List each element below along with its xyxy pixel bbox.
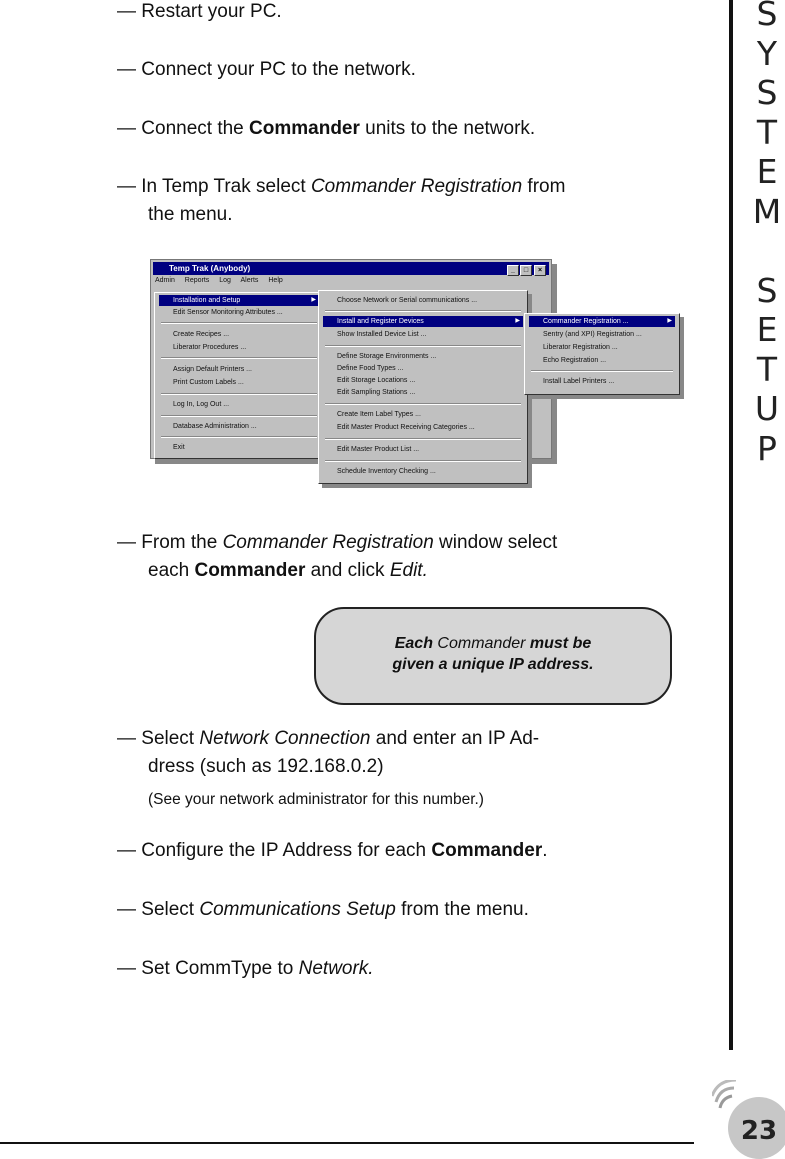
network-admin-note: (See your network administrator for this number.) [148,791,484,808]
register-submenu [524,313,680,395]
menu-item-installation-setup[interactable]: Installation and Setup ▶ [159,295,319,306]
step-configure-ip: — Configure the IP Address for each Commander. [117,840,548,861]
page-number-badge [728,1097,785,1159]
menu-item-storage-locations[interactable]: Edit Storage Locations ... [337,377,416,384]
menu-item-database-admin[interactable]: Database Administration ... [173,423,257,430]
menu-item-sampling-stations[interactable]: Edit Sampling Stations ... [337,389,416,396]
menu-item-master-product[interactable]: Edit Master Product List ... [337,446,420,453]
menu-item-show-devices[interactable]: Show Installed Device List ... [337,331,427,338]
side-title-system-setup: S Y S T E M S E T U P [752,0,782,468]
vertical-rule [729,0,733,1050]
step-connect-pc: — Connect your PC to the network. [117,59,416,80]
step-connect-units: — Connect the Commander units to the network. [117,118,536,139]
menu-item-receiving-categories[interactable]: Edit Master Product Receiving Categories ... [337,424,475,431]
admin-menu [154,292,324,459]
menu-item-print-labels[interactable]: Print Custom Labels ... [173,379,244,386]
menu-item-food-types[interactable]: Define Food Types ... [337,365,404,372]
menu-reports[interactable]: Reports [184,277,210,284]
menu-item-choose-network[interactable]: Choose Network or Serial communications ... [337,297,478,304]
menu-item-log-in[interactable]: Log In, Log Out ... [173,401,230,408]
step-commander-window: — From the Commander Registration window select each Commander and click Edit. [117,532,558,581]
menu-admin[interactable]: Admin [155,277,175,284]
menu-item-label-types[interactable]: Create Item Label Types ... [337,411,421,418]
menu-item-exit[interactable]: Exit [173,444,185,451]
menu-item-sentry-registration[interactable]: Sentry (and XPI) Registration ... [543,331,642,338]
page-number: 23 [740,1116,778,1146]
maximize-icon[interactable]: □ [520,265,532,276]
installation-submenu [318,290,528,484]
footer-rule [0,1142,694,1144]
menu-item-schedule-inventory[interactable]: Schedule Inventory Checking ... [337,468,436,475]
menu-item-liberator-registration[interactable]: Liberator Registration ... [543,344,618,351]
step-select-registration: — In Temp Trak select Commander Registration from the menu. [117,176,566,225]
menu-item-assign-printers[interactable]: Assign Default Printers ... [173,366,252,373]
step-communications-setup: — Select Communications Setup from the menu. [117,899,529,920]
ip-address-callout: Each Commander must be given a unique IP address. [314,607,672,705]
window-title-bar [153,262,549,275]
menu-item-install-register[interactable]: Install and Register Devices ▶ [323,316,523,327]
step-restart: — Restart your PC. [117,1,282,22]
menu-item-install-label-printers[interactable]: Install Label Printers ... [543,378,615,385]
window-menubar [155,277,291,284]
window-title: Temp Trak (Anybody) [169,264,251,273]
close-icon[interactable]: × [534,265,546,276]
menu-item-commander-registration[interactable]: Commander Registration ... ▶ [529,316,675,327]
menu-item-liberator-procedures[interactable]: Liberator Procedures ... [173,344,247,351]
menu-item-edit-sensor[interactable]: Edit Sensor Monitoring Attributes ... [173,309,283,316]
menu-log[interactable]: Log [219,277,231,284]
menu-help[interactable]: Help [268,277,283,284]
minimize-icon[interactable]: _ [507,265,519,276]
step-commtype: — Set CommType to Network. [117,958,374,979]
step-network-connection: — Select Network Connection and enter an IP Ad- dress (such as 192.168.0.2) [117,728,540,777]
menu-alerts[interactable]: Alerts [240,277,259,284]
menu-item-create-recipes[interactable]: Create Recipes ... [173,331,230,338]
menu-item-storage-env[interactable]: Define Storage Environments ... [337,353,437,360]
menu-item-echo-registration[interactable]: Echo Registration ... [543,357,607,364]
